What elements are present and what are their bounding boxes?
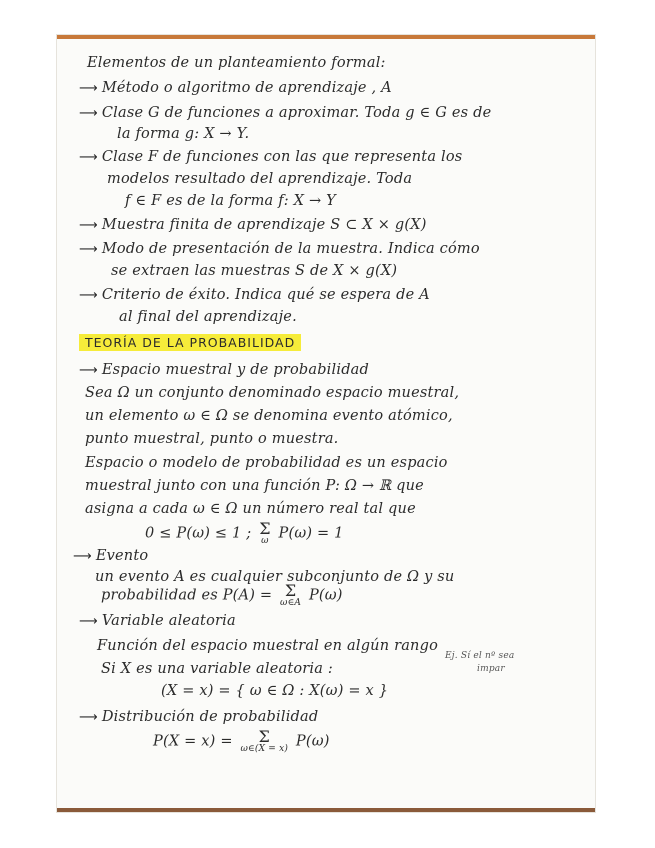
list-item-text: Espacio muestral y de probabilidad — [101, 362, 369, 378]
highlighted-heading: TEORÍA DE LA PROBABILIDAD — [79, 334, 301, 351]
sum-symbol — [280, 583, 301, 608]
list-item-random-variable — [79, 613, 236, 629]
text-line: al final del aprendizaje. — [119, 309, 297, 325]
sum-subscript: ω∈A — [280, 598, 302, 608]
notebook-page — [57, 35, 595, 812]
sum-subscript: ω — [261, 536, 269, 546]
text-line: modelos resultado del aprendizaje. Toda — [107, 171, 413, 187]
arrow-icon: ⟶ — [79, 710, 98, 725]
arrow-icon: ⟶ — [79, 150, 98, 165]
text-line: Si X es una variable aleatoria : — [101, 661, 334, 677]
list-item-distribution — [79, 709, 318, 725]
random-variable-set-formula: (X = x) = { ω ∈ Ω : X(ω) = x } — [161, 683, 389, 699]
list-item-class-g — [79, 105, 491, 121]
text-line: un elemento ω ∈ Ω se denomina evento atómico, — [85, 408, 453, 424]
arrow-icon: ⟶ — [79, 614, 98, 629]
list-item-presentation — [79, 241, 480, 257]
list-item-text: Clase F de funciones con las que representa los — [101, 149, 463, 165]
list-item-text: Variable aleatoria — [101, 613, 236, 629]
formula-part: P(ω) — [308, 587, 343, 604]
formula-part: 0 ≤ P(ω) ≤ 1 ; — [145, 525, 252, 542]
sigma-glyph: Σ — [258, 727, 271, 746]
distribution-formula — [153, 729, 330, 754]
list-item-criterion — [79, 287, 430, 303]
text-line: Espacio o modelo de probabilidad es un espacio — [85, 455, 448, 471]
formula-part: probabilidad es P(A) = — [101, 587, 273, 604]
arrow-icon: ⟶ — [79, 363, 98, 378]
sum-subscript: ω∈(X = x) — [240, 744, 289, 754]
text-line: muestral junto con una función P: Ω → ℝ que — [85, 478, 424, 494]
list-item-event — [73, 548, 148, 564]
sum-symbol — [259, 521, 271, 546]
margin-note: impar — [477, 664, 505, 674]
list-item-text: Evento — [95, 548, 149, 564]
formula-part: P(ω) = 1 — [278, 525, 344, 542]
list-item-text: Muestra finita de aprendizaje S ⊂ X × g(X) — [101, 217, 427, 233]
margin-note: Ej. Sí el nº sea — [445, 651, 515, 661]
text-line: un evento A es cualquier subconjunto de Ω y su — [95, 569, 455, 585]
list-item-text: Criterio de éxito. Indica qué se espera de A — [101, 287, 430, 303]
arrow-icon: ⟶ — [79, 288, 98, 303]
arrow-icon: ⟶ — [79, 106, 98, 121]
list-item-sample — [79, 217, 427, 233]
list-item-text: Clase G de funciones a aproximar. Toda g ∈ G es de — [101, 105, 492, 121]
list-item-sample-space — [79, 362, 369, 378]
arrow-icon: ⟶ — [79, 242, 98, 257]
text-line: la forma g: X → Y. — [117, 126, 250, 142]
list-item-text: Modo de presentación de la muestra. Indica cómo — [101, 241, 480, 257]
event-probability-formula — [101, 583, 343, 608]
text-line: punto muestral, punto o muestra. — [85, 431, 339, 447]
list-item-text: Distribución de probabilidad — [101, 709, 319, 725]
text-line: asigna a cada ω ∈ Ω un número real tal que — [85, 501, 416, 517]
list-item-method — [79, 80, 392, 96]
probability-axioms-formula — [145, 521, 344, 546]
section-heading — [79, 335, 301, 351]
formula-part: P(ω) — [295, 733, 330, 750]
sigma-glyph: Σ — [259, 519, 271, 538]
sum-symbol — [241, 729, 289, 754]
arrow-icon: ⟶ — [79, 218, 98, 233]
arrow-icon: ⟶ — [79, 81, 98, 96]
text-line: se extraen las muestras S de X × g(X) — [111, 263, 398, 279]
sigma-glyph: Σ — [284, 581, 297, 600]
formula-part: P(X = x) = — [153, 733, 233, 750]
list-item-class-f — [79, 149, 462, 165]
arrow-icon: ⟶ — [73, 549, 92, 564]
list-item-text: Método o algoritmo de aprendizaje , A — [101, 80, 392, 96]
title-line: Elementos de un planteamiento formal: — [87, 55, 386, 71]
text-line: Función del espacio muestral en algún rango — [97, 638, 438, 654]
text-line: f ∈ F es de la forma f: X → Y — [125, 193, 336, 209]
text-line: Sea Ω un conjunto denominado espacio muestral, — [85, 385, 460, 401]
